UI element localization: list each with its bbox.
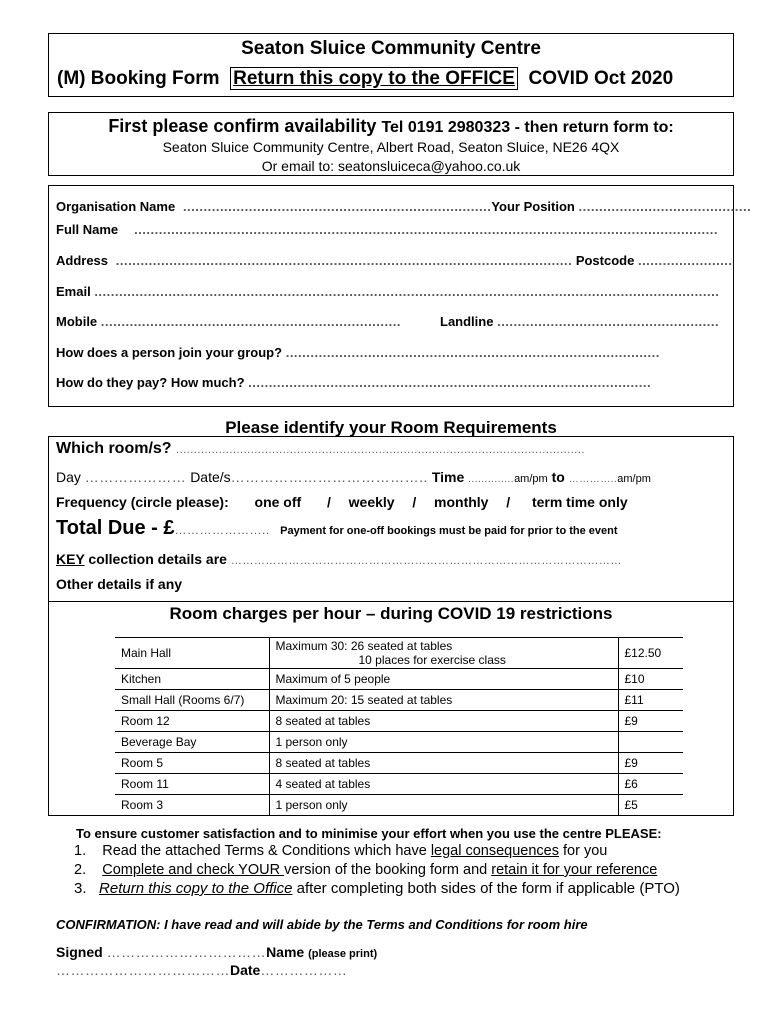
room-name: Main Hall (115, 638, 269, 669)
divider (49, 601, 733, 602)
room-charges-table (115, 637, 683, 816)
landline-label: Landline (440, 314, 494, 329)
room-requirements-title: Please identify your Room Requirements (225, 418, 557, 437)
mobile-field[interactable]: ......................................................................... (100, 314, 401, 329)
signature-field[interactable]: …………………………… (106, 944, 267, 960)
time-label: Time (431, 469, 465, 485)
room-capacity (269, 774, 618, 795)
time-end-field[interactable]: ………….. (568, 474, 618, 485)
key-label: KEY (56, 551, 85, 567)
covid-label: COVID Oct 2020 (528, 68, 674, 89)
day-label: Day (56, 469, 81, 485)
confirmation-statement: CONFIRMATION: I have read and will abide by the Terms and Conditions for room hire (56, 917, 588, 932)
postcode-label: Postcode (575, 253, 635, 268)
payment-note: Payment for one-off bookings must be paid for prior to the event (280, 525, 618, 537)
position-field[interactable]: .......................................... (578, 199, 752, 214)
return-copy: Return this copy to the Office (99, 880, 293, 897)
room-charge-row (115, 795, 683, 816)
day-field[interactable]: ………………… (84, 469, 187, 485)
capacity-text: Maximum 20: 15 seated at tables (275, 693, 453, 707)
instruction-number: 1. (74, 843, 87, 859)
join-row (56, 345, 660, 360)
centre-email: Or email to: seatonsluiceca@yahoo.co.uk (261, 158, 521, 174)
email-label: Email (56, 284, 91, 299)
form-label: (M) Booking Form (57, 68, 220, 89)
pay-field[interactable]: .................................................................................................. (248, 375, 652, 390)
legal-consequences: legal consequences (430, 843, 559, 859)
room-name: Beverage Bay (115, 732, 269, 753)
landline-field[interactable]: ...................................................... (497, 314, 720, 329)
availability-text: First please confirm availability (108, 116, 377, 136)
room-charges-title: Room charges per hour – during COVID 19 restrictions (169, 604, 613, 623)
mobile-row (56, 314, 401, 329)
date-field[interactable]: ……………… (260, 962, 348, 978)
total-row (56, 517, 618, 540)
other-details-label: Other details if any (56, 576, 183, 592)
signed-row (56, 944, 377, 960)
which-rooms-field[interactable]: ................................................................................................................... (176, 444, 585, 456)
room-name: Room 11 (115, 774, 269, 795)
capacity-text: 8 seated at tables (275, 714, 371, 728)
room-charge-row (115, 690, 683, 711)
room-name: Room 12 (115, 711, 269, 732)
freq-sep: / (506, 494, 511, 510)
instruction-text: for you (559, 843, 608, 859)
freq-sep: / (326, 494, 331, 510)
room-charge-row (115, 711, 683, 732)
availability-tel: Tel 0191 2980323 - then return form to: (381, 119, 674, 136)
centre-address: Seaton Sluice Community Centre, Albert Road, Seaton Sluice, NE26 4QX (162, 139, 620, 155)
room-price: £9 (618, 711, 683, 732)
instruction-number: 2. (74, 862, 87, 878)
postcode-field[interactable]: ....................... (637, 253, 733, 268)
landline-row (440, 314, 719, 329)
date-row (56, 962, 347, 978)
key-row (56, 551, 622, 567)
org-field[interactable]: ........................................................................... (178, 199, 492, 214)
instruction-text: after completing both sides of the form if applicable (PTO) (292, 880, 680, 897)
pay-label: How do they pay? How much? (56, 375, 245, 390)
capacity-text: 8 seated at tables (275, 756, 371, 770)
fullname-row (56, 222, 718, 237)
freq-monthly[interactable]: monthly (434, 494, 489, 510)
room-capacity (269, 638, 618, 669)
room-price: £5 (618, 795, 683, 816)
room-price: £6 (618, 774, 683, 795)
email-field[interactable]: ........................................................................................................................................................ (94, 284, 720, 299)
join-label: How does a person join your group? (56, 345, 283, 360)
contact-details-box (48, 185, 752, 407)
position-label: Your Position (491, 199, 575, 214)
room-charge-row (115, 732, 683, 753)
ampm-end: am/pm (617, 473, 651, 485)
address-field[interactable]: ............................................................................................................... (111, 253, 573, 268)
which-rooms-row (56, 440, 585, 458)
instruction-2 (74, 862, 657, 878)
instructions-intro: To ensure customer satisfaction and to minimise your effort when you use the centre PLEASE: (76, 826, 662, 841)
frequency-label: Frequency (circle please): (56, 494, 229, 510)
dates-field[interactable]: ………………………………….. (230, 469, 428, 485)
centre-title: Seaton Sluice Community Centre (241, 38, 541, 59)
room-capacity (269, 669, 618, 690)
room-capacity (269, 753, 618, 774)
which-rooms-label: Which room/s? (56, 440, 172, 457)
fullname-label: Full Name (56, 222, 119, 237)
to-label: to (551, 469, 565, 485)
room-price: £11 (618, 690, 683, 711)
instruction-number: 3. (74, 880, 87, 897)
day-time-row (56, 469, 651, 485)
time-start-field[interactable]: .............. (468, 474, 515, 485)
retain-reference: retain it for your reference (491, 862, 658, 878)
room-name: Room 5 (115, 753, 269, 774)
freq-weekly[interactable]: weekly (348, 494, 395, 510)
total-field[interactable]: ………………….. (174, 523, 270, 537)
availability-heading (49, 116, 733, 137)
name-label: Name (266, 944, 305, 960)
total-label: Total Due - £ (56, 517, 175, 539)
fullname-field[interactable]: .............................................................................................................................................. (121, 222, 718, 237)
pay-row (56, 375, 651, 390)
freq-term-time[interactable]: term time only (531, 494, 628, 510)
frequency-row (56, 494, 628, 510)
room-charge-row (115, 669, 683, 690)
room-name: Kitchen (115, 669, 269, 690)
room-capacity (269, 732, 618, 753)
capacity-text-extra: 10 places for exercise class (358, 653, 506, 667)
capacity-text: 4 seated at tables (275, 777, 371, 791)
dates-label: Date/s (190, 469, 231, 485)
room-capacity (269, 690, 618, 711)
room-charge-row (115, 774, 683, 795)
name-note: (please print) (308, 948, 378, 960)
room-price: £9 (618, 753, 683, 774)
availability-box (48, 112, 734, 176)
form-header (48, 33, 734, 97)
instruction-1 (74, 843, 607, 859)
name-field[interactable]: ……………………………… (56, 962, 230, 978)
return-notice: Return this copy to the OFFICE (230, 67, 518, 90)
freq-sep: / (412, 494, 417, 510)
instruction-text: version of the booking form and (284, 862, 492, 878)
header-subtitle (57, 68, 673, 90)
ampm-start: am/pm (514, 473, 548, 485)
key-field[interactable]: ………………………………………………………………………………………… (230, 555, 622, 567)
key-label-rest: collection details are (84, 551, 227, 567)
room-charge-row (115, 638, 683, 669)
address-row (56, 253, 733, 268)
room-price: £12.50 (618, 638, 683, 669)
address-label: Address (56, 253, 109, 268)
room-price (618, 732, 683, 753)
room-capacity (269, 711, 618, 732)
freq-one-off[interactable]: one off (254, 494, 302, 510)
room-requirements-box (48, 436, 734, 816)
signed-label: Signed (56, 944, 103, 960)
room-name: Small Hall (Rooms 6/7) (115, 690, 269, 711)
join-field[interactable]: ........................................................................................... (285, 345, 660, 360)
capacity-text: Maximum 30: 26 seated at tables (275, 639, 453, 653)
room-price: £10 (618, 669, 683, 690)
org-row (56, 199, 751, 214)
date-label: Date (230, 962, 261, 978)
instruction-text: Read the attached Terms & Conditions which have (102, 843, 431, 859)
org-label: Organisation Name (56, 199, 176, 214)
room-charge-row (115, 753, 683, 774)
capacity-text: Maximum of 5 people (275, 672, 391, 686)
instruction-3 (74, 880, 680, 897)
complete-check: Complete and check YOUR (102, 862, 285, 878)
capacity-text: 1 person only (275, 798, 348, 812)
room-name: Room 3 (115, 795, 269, 816)
capacity-text: 1 person only (275, 735, 348, 749)
email-row (56, 284, 719, 299)
mobile-label: Mobile (56, 314, 98, 329)
room-capacity (269, 795, 618, 816)
